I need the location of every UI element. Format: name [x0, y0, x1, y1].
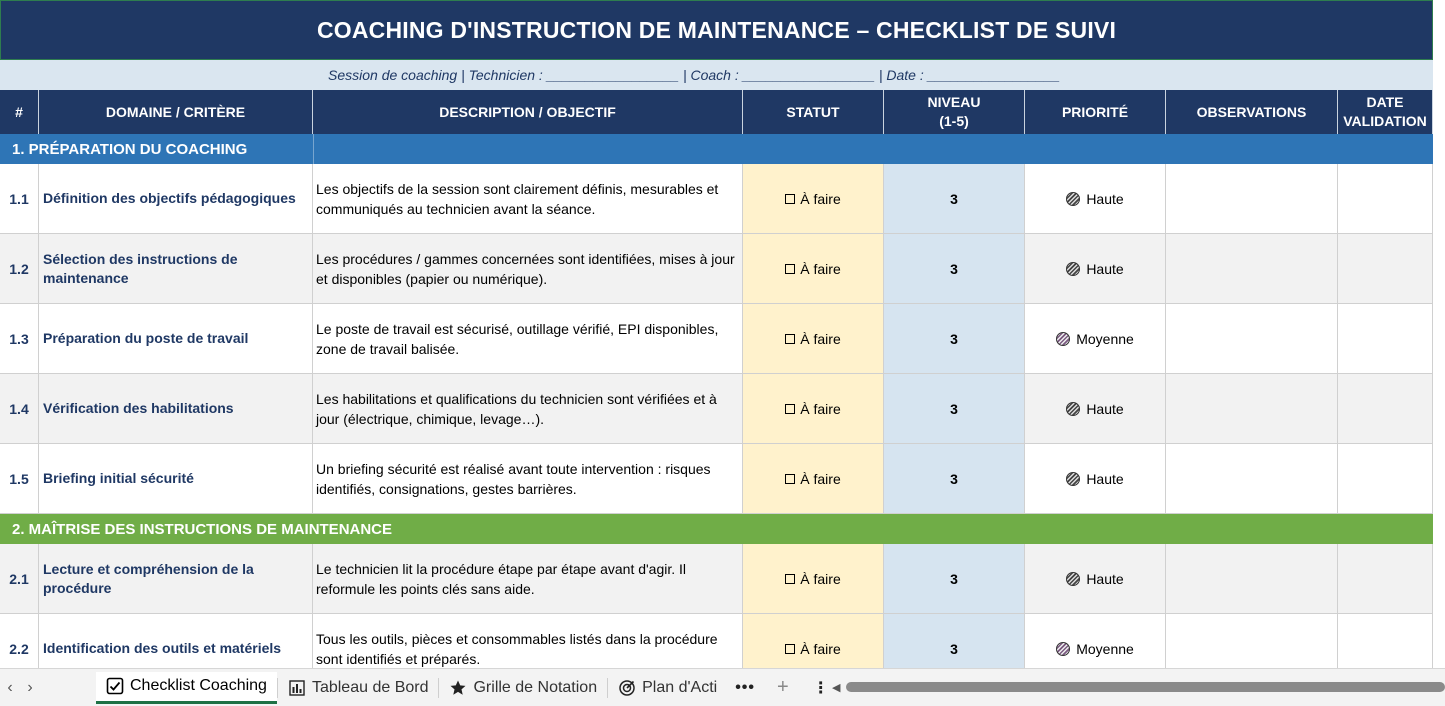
observations-cell[interactable] [1166, 614, 1338, 668]
checkbox-empty-icon [785, 334, 795, 344]
status-cell[interactable] [743, 614, 884, 668]
tab-label: Grille de Notation [473, 678, 598, 696]
tab-checklist-coaching[interactable] [96, 672, 277, 704]
priority-cell[interactable] [1025, 234, 1166, 303]
target-icon [618, 679, 636, 697]
row-number-cell[interactable]: 1.4 [0, 374, 39, 443]
date-validation-cell[interactable] [1338, 614, 1433, 668]
header-date-validation[interactable] [1338, 90, 1433, 134]
more-tabs-button[interactable]: ••• [735, 678, 756, 696]
priority-text: Haute [1086, 190, 1124, 207]
status-cell[interactable] [743, 544, 884, 613]
scroll-left-arrow-icon[interactable]: ◀ [832, 681, 841, 694]
tab-label: Tableau de Bord [311, 678, 429, 696]
add-sheet-button[interactable]: + [777, 676, 789, 698]
header-date-line2: VALIDATION [1343, 113, 1427, 129]
priority-cell[interactable] [1025, 164, 1166, 233]
domain-cell[interactable]: Briefing initial sécurité [39, 444, 313, 513]
priority-text: Haute [1086, 400, 1124, 417]
status-cell[interactable] [743, 444, 884, 513]
priority-dot-icon [1066, 572, 1080, 586]
status-text: À faire [800, 400, 841, 417]
checkbox-icon [106, 677, 124, 695]
checkbox-empty-icon [785, 574, 795, 584]
column-header-row [0, 90, 1433, 134]
table-row [0, 374, 1433, 444]
table-row [0, 614, 1433, 668]
priority-cell[interactable] [1025, 374, 1166, 443]
priority-dot-icon [1066, 472, 1080, 486]
level-cell[interactable]: 3 [884, 544, 1025, 613]
priority-dot-icon [1056, 642, 1070, 656]
priority-text: Haute [1086, 260, 1124, 277]
observations-cell[interactable] [1166, 544, 1338, 613]
bar-chart-icon [288, 679, 306, 697]
header-description[interactable]: DESCRIPTION / OBJECTIF [313, 90, 743, 134]
domain-cell[interactable]: Définition des objectifs pédagogiques [39, 164, 313, 233]
level-cell[interactable]: 3 [884, 164, 1025, 233]
description-cell[interactable]: Le technicien lit la procédure étape par étape avant d'agir. Il reformule les points clés sans aide. [313, 544, 743, 613]
status-cell[interactable] [743, 234, 884, 303]
domain-cell[interactable]: Lecture et compréhension de la procédure [39, 544, 313, 613]
status-cell[interactable] [743, 304, 884, 373]
priority-dot-icon [1066, 192, 1080, 206]
date-validation-cell[interactable] [1338, 544, 1433, 613]
observations-cell[interactable] [1166, 374, 1338, 443]
checkbox-empty-icon [785, 644, 795, 654]
description-cell[interactable]: Les objectifs de la session sont clairement définis, mesurables et communiqués au technicien avant la séance. [313, 164, 743, 233]
priority-cell[interactable] [1025, 614, 1166, 668]
date-validation-cell[interactable] [1338, 444, 1433, 513]
tab-scroll-right-button[interactable]: › [27, 678, 33, 696]
session-info[interactable]: Session de coaching | Technicien : _________________ | Coach : _________________ | Date : _________________ [0, 60, 1433, 90]
section-label: 2. MAÎTRISE DES INSTRUCTIONS DE MAINTENANCE [12, 520, 393, 538]
priority-text: Haute [1086, 570, 1124, 587]
header-level[interactable] [884, 90, 1025, 134]
domain-cell[interactable]: Préparation du poste de travail [39, 304, 313, 373]
horizontal-scrollbar[interactable] [832, 679, 1445, 695]
observations-cell[interactable] [1166, 304, 1338, 373]
domain-cell[interactable]: Sélection des instructions de maintenance [39, 234, 313, 303]
date-validation-cell[interactable] [1338, 304, 1433, 373]
tab-tableau-de-bord[interactable] [278, 672, 439, 704]
level-cell[interactable]: 3 [884, 444, 1025, 513]
tab-scroll-left-button[interactable]: ‹ [7, 678, 13, 696]
tab-grille-de-notation[interactable] [439, 672, 607, 704]
section-header[interactable] [0, 514, 1433, 544]
status-text: À faire [800, 330, 841, 347]
status-cell[interactable] [743, 374, 884, 443]
sheet-title[interactable]: COACHING D'INSTRUCTION DE MAINTENANCE – CHECKLIST DE SUIVI [0, 0, 1433, 60]
priority-cell[interactable] [1025, 544, 1166, 613]
star-icon [449, 679, 467, 697]
header-status[interactable]: STATUT [743, 90, 884, 134]
observations-cell[interactable] [1166, 444, 1338, 513]
row-number-cell[interactable]: 1.1 [0, 164, 39, 233]
header-priority[interactable]: PRIORITÉ [1025, 90, 1166, 134]
status-cell[interactable] [743, 164, 884, 233]
cell-divider [313, 134, 314, 164]
section-label: 1. PRÉPARATION DU COACHING [12, 140, 248, 158]
tab-label: Plan d'Acti [642, 678, 718, 696]
description-cell[interactable]: Tous les outils, pièces et consommables listés dans la procédure sont identifiés et préparés. [313, 614, 743, 668]
priority-text: Haute [1086, 470, 1124, 487]
header-level-line1: NIVEAU [927, 94, 981, 110]
priority-cell[interactable] [1025, 444, 1166, 513]
description-cell[interactable]: Les habilitations et qualifications du technicien sont vérifiées et à jour (électrique, chimique, levage…). [313, 374, 743, 443]
status-text: À faire [800, 640, 841, 657]
table-row [0, 164, 1433, 234]
domain-cell[interactable]: Identification des outils et matériels [39, 614, 313, 668]
table-row [0, 444, 1433, 514]
checkbox-empty-icon [785, 264, 795, 274]
description-cell[interactable]: Les procédures / gammes concernées sont identifiées, mises à jour et disponibles (papier ou numérique). [313, 234, 743, 303]
checkbox-empty-icon [785, 404, 795, 414]
status-text: À faire [800, 190, 841, 207]
date-validation-cell[interactable] [1338, 234, 1433, 303]
tab-label: Checklist Coaching [130, 677, 267, 694]
checkbox-empty-icon [785, 474, 795, 484]
header-level-line2: (1-5) [939, 113, 969, 129]
header-domain[interactable]: DOMAINE / CRITÈRE [39, 90, 313, 134]
level-cell[interactable]: 3 [884, 234, 1025, 303]
priority-text: Moyenne [1076, 640, 1134, 657]
header-num[interactable]: # [0, 90, 39, 134]
table-row [0, 544, 1433, 614]
scrollbar-thumb[interactable] [846, 682, 1445, 692]
sheet-tab-bar [0, 668, 1445, 706]
row-number-cell[interactable]: 1.3 [0, 304, 39, 373]
description-cell[interactable]: Le poste de travail est sécurisé, outillage vérifié, EPI disponibles, zone de travail balisée. [313, 304, 743, 373]
row-number-cell[interactable]: 2.1 [0, 544, 39, 613]
checkbox-empty-icon [785, 194, 795, 204]
priority-dot-icon [1066, 402, 1080, 416]
status-text: À faire [800, 260, 841, 277]
observations-cell[interactable] [1166, 164, 1338, 233]
date-validation-cell[interactable] [1338, 374, 1433, 443]
table-row [0, 234, 1433, 304]
row-number-cell[interactable]: 2.2 [0, 614, 39, 668]
status-text: À faire [800, 470, 841, 487]
tab-plan-action[interactable] [608, 672, 727, 704]
status-text: À faire [800, 570, 841, 587]
sheet-options-button[interactable]: ⋮ [812, 679, 829, 697]
level-cell[interactable]: 3 [884, 304, 1025, 373]
priority-dot-icon [1066, 262, 1080, 276]
row-number-cell[interactable]: 1.5 [0, 444, 39, 513]
date-validation-cell[interactable] [1338, 164, 1433, 233]
row-number-cell[interactable]: 1.2 [0, 234, 39, 303]
observations-cell[interactable] [1166, 234, 1338, 303]
section-header[interactable] [0, 134, 1433, 164]
header-date-line1: DATE [1366, 94, 1404, 110]
level-cell[interactable]: 3 [884, 614, 1025, 668]
priority-dot-icon [1056, 332, 1070, 346]
description-cell[interactable]: Un briefing sécurité est réalisé avant toute intervention : risques identifiés, consignations, gestes barrières. [313, 444, 743, 513]
table-row [0, 304, 1433, 374]
level-cell[interactable]: 3 [884, 374, 1025, 443]
header-observations[interactable]: OBSERVATIONS [1166, 90, 1338, 134]
priority-text: Moyenne [1076, 330, 1134, 347]
domain-cell[interactable]: Vérification des habilitations [39, 374, 313, 443]
priority-cell[interactable] [1025, 304, 1166, 373]
